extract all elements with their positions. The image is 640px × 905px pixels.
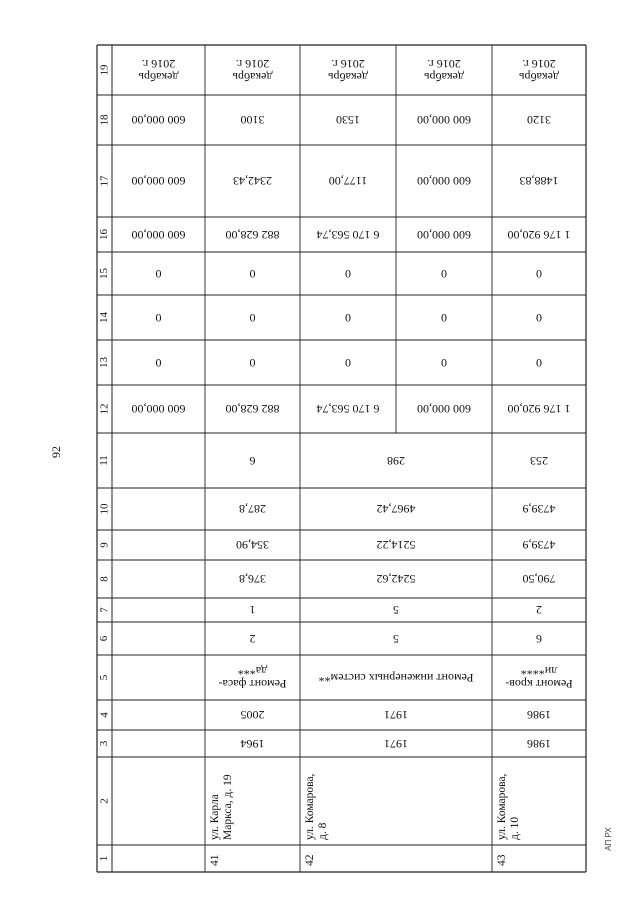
row_42-c5: Ремонт инженерных систем**	[318, 671, 474, 685]
column-number-10: 10	[98, 503, 110, 515]
row_43-c19-line: 2016 г.	[522, 57, 556, 71]
row_43-address-line: д. 10	[509, 816, 521, 840]
column-number-11: 11	[98, 455, 110, 466]
row_42-c19-line: 2016 г.	[331, 57, 365, 71]
row_43-c19	[492, 45, 586, 95]
column-number-7: 7	[98, 607, 110, 613]
column-number-12: 12	[98, 403, 110, 415]
row_43-c5	[492, 655, 586, 700]
row_43-number: 43	[496, 854, 508, 866]
row_41-c8: 376,8	[239, 572, 266, 587]
row_42-c9: 5214,22	[376, 538, 416, 553]
row_42-c6: 5	[393, 632, 399, 646]
unlabeled_row-c17: 600 000,00	[131, 174, 186, 189]
row_42-c3: 1971	[384, 737, 408, 751]
row_42-number: 42	[304, 854, 316, 866]
unlabeled_row-c14: 0	[155, 311, 162, 325]
row_42b-c19	[396, 45, 492, 95]
row_41-address-line: ул. Карла	[209, 794, 221, 840]
row_43-c12: 1 176 920,00	[507, 402, 571, 417]
row_43-c13: 0	[536, 356, 542, 370]
column-number-6: 6	[98, 635, 110, 642]
unlabeled_row-c18: 600 000,00	[131, 113, 186, 128]
column-number-9: 9	[98, 542, 110, 548]
unlabeled_row-c16: 600 000,00	[131, 228, 186, 242]
row_42-c19-line: декабрь	[328, 70, 368, 84]
column-number-15: 15	[98, 268, 110, 279]
column-number-1: 1	[98, 855, 110, 862]
row_41-c5-line: да***	[237, 664, 268, 679]
column-number-5: 5	[98, 674, 110, 681]
row_42b-c16: 600 000,00	[417, 228, 471, 242]
row_42b-c12: 600 000,00	[417, 402, 471, 417]
row_41-c18: 3100	[240, 113, 265, 128]
row_43-c14: 0	[536, 311, 542, 325]
row_42-c12: 6 170 563,74	[316, 402, 380, 417]
row_42-c13: 0	[345, 356, 351, 370]
row_41-c5	[205, 655, 300, 700]
column-number-8: 8	[98, 576, 110, 582]
unlabeled_row-c15: 0	[155, 267, 162, 281]
row_42-address-line: д. 8	[317, 822, 329, 840]
column-number-17: 17	[98, 175, 110, 187]
row_42b-c14: 0	[441, 311, 447, 325]
column-number-3: 3	[98, 740, 110, 747]
column-number-18: 18	[98, 114, 110, 126]
row_42-c8: 5242,62	[376, 572, 416, 587]
row_43-c15: 0	[536, 267, 542, 281]
row_43-c6: 6	[536, 632, 542, 646]
row_42b-c13: 0	[441, 356, 447, 370]
row_41-c7: 1	[249, 603, 256, 618]
row_42-c4: 1971	[384, 708, 408, 723]
unlabeled_row-c19-line: 2016 г.	[141, 57, 176, 71]
row_41-c6: 2	[249, 632, 256, 646]
row_42-c15: 0	[345, 267, 351, 281]
row_43-c10: 4739,9	[522, 502, 556, 517]
row_41-c19-line: декабрь	[232, 70, 273, 84]
unlabeled_row-c13: 0	[155, 356, 162, 370]
column-number-2: 2	[98, 798, 110, 804]
row_41-c16: 882 628,00	[225, 228, 280, 242]
row_41-c19-line: 2016 г.	[235, 57, 270, 71]
row_43-c9: 4739,9	[522, 538, 556, 553]
row_42b-c17: 600 000,00	[417, 174, 471, 189]
row_41-address-line: Маркса, д. 19	[222, 774, 234, 840]
row_42-c11: 298	[387, 454, 405, 468]
row_41-c9: 354,90	[236, 538, 269, 553]
row_41-c10: 287,8	[239, 502, 266, 517]
row_43-c8: 790,50	[522, 572, 556, 587]
row_42b-c19-line: 2016 г.	[427, 57, 461, 71]
column-number-13: 13	[98, 357, 110, 368]
row_43-c18: 3120	[527, 113, 551, 128]
row_41-c4: 2005	[240, 708, 265, 723]
row_41-c17: 2342,43	[233, 174, 272, 189]
row_43-c3: 1986	[527, 737, 551, 751]
unlabeled_row-c19-line: декабрь	[138, 70, 179, 84]
row_41-c14: 0	[249, 311, 256, 325]
column-number-16: 16	[98, 229, 110, 240]
row_42-c19	[300, 45, 396, 95]
row_42-address-line: ул. Комарова,	[304, 773, 316, 840]
row_42-c17: 1177,00	[328, 174, 368, 189]
page-number: 92	[49, 446, 63, 458]
unlabeled_row-c19	[112, 45, 205, 95]
row_41-c13: 0	[249, 356, 256, 370]
row_42b-c19-line: декабрь	[424, 70, 464, 84]
column-number-4: 4	[98, 712, 110, 718]
row_42-c7: 5	[393, 603, 399, 618]
row_43-c5-line: ли****	[520, 664, 558, 679]
row_41-c11: 6	[249, 454, 256, 468]
row_42b-c18: 600 000,00	[417, 113, 471, 128]
column-number-19: 19	[98, 64, 110, 76]
row_41-c15: 0	[249, 267, 256, 281]
row_43-c17: 1488,83	[519, 174, 559, 189]
column-number-14: 14	[98, 312, 110, 323]
row_43-c11: 253	[530, 454, 548, 468]
row_42b-c15: 0	[441, 267, 447, 281]
row_41-number: 41	[209, 854, 221, 866]
unlabeled_row-c12: 600 000,00	[131, 402, 186, 417]
row_43-c4: 1986	[527, 708, 551, 723]
row_42-c18: 1530	[336, 113, 360, 128]
row_42-c16: 6 170 563,74	[316, 228, 380, 242]
row_42-c14: 0	[345, 311, 351, 325]
row_41-c12: 882 628,00	[225, 402, 280, 417]
row_42-c10: 4967,42	[376, 502, 416, 517]
row_43-c19-line: декабрь	[519, 70, 559, 84]
row_43-c7: 2	[536, 603, 542, 618]
row_41-c19	[205, 45, 300, 95]
row_41-c5-line: Ремонт фаса-	[218, 677, 287, 692]
row_43-c5-line: Ремонт кров-	[505, 677, 573, 692]
row_41-c3: 1964	[240, 737, 265, 751]
footnote-mark: АП РХ	[604, 827, 613, 851]
row_43-address-line: ул. Комарова,	[496, 773, 508, 840]
row_43-c16: 1 176 920,00	[507, 228, 571, 242]
